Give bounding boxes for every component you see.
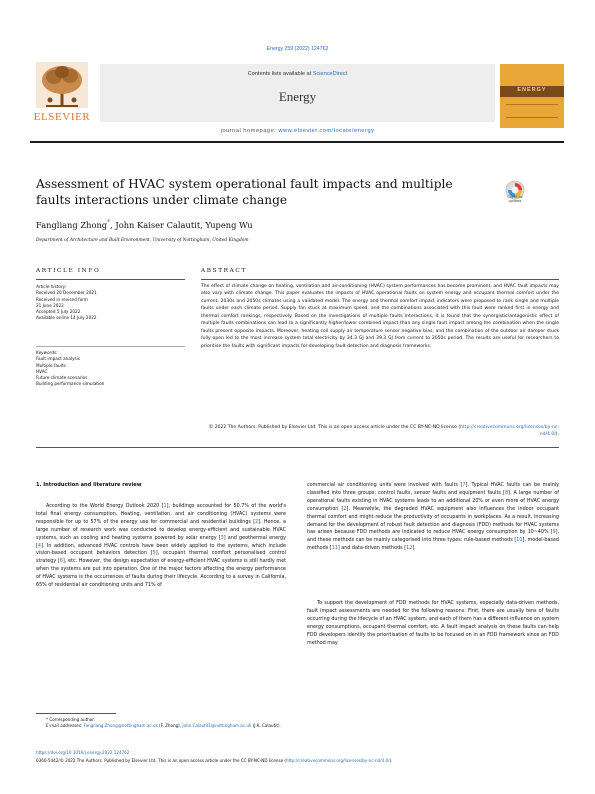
- elsevier-tree-logo: [36, 62, 88, 108]
- email-owner: (J.K. Calautit).: [251, 723, 281, 729]
- reference-link[interactable]: 1: [163, 503, 167, 509]
- journal-masthead: [100, 64, 495, 122]
- email-addresses: [36, 723, 286, 729]
- text-run: ]. Typical HVAC faults can be mainly classified into three groups: control faults, sensor faults and equipment faults [: [307, 482, 559, 496]
- reference-link[interactable]: 8: [504, 489, 509, 496]
- reference-link[interactable]: 12: [406, 545, 413, 552]
- article-history: [36, 284, 186, 322]
- first-author[interactable]: Fangliang Zhong: [36, 219, 108, 230]
- keywords: [36, 350, 186, 388]
- text-run: ]. Hence, a large number of research work was conducted to develop energy-efficient and sustainable HVAC systems, such as cooling and heating systems powered by solar energy [: [36, 518, 286, 541]
- homepage-link[interactable]: www.elsevier.com/locate/energy: [278, 128, 375, 134]
- text-run: ] and data-driven methods [: [337, 545, 407, 552]
- history-item: Received in revised form: [36, 296, 88, 302]
- reference-link[interactable]: 2: [255, 518, 259, 525]
- text-run: commercial air conditioning units were involved with faults [: [307, 482, 463, 488]
- journal-cover[interactable]: [500, 64, 564, 128]
- sciencedirect-link[interactable]: ScienceDirect: [312, 71, 348, 77]
- body-paragraph: To support the development of FDD methods for HVAC systems, especially data-driven methods, fault impact assessments are needed for the following reasons: First, there are usually tens of faults occurring during the lifecycle of an HVAC system, and each of them has a different influence on system energy consumptions, occupant thermal comfort, etc. A fault impact analysis on these faults can help FDD developers identify the prioritisation of faults to be focused on in an FDD framework since an FDD method may: [307, 600, 559, 646]
- keyword-item: Fault impact analysis: [36, 356, 81, 362]
- reference-link[interactable]: 7: [462, 482, 466, 488]
- reference-link[interactable]: 6: [59, 558, 63, 565]
- text-run: ] and geothermal energy [: [36, 534, 287, 549]
- cover-title: ENERGY: [517, 87, 547, 93]
- abstract-license: [201, 424, 559, 439]
- other-authors[interactable]: , John Kaiser Calautit, Yupeng Wu: [110, 219, 253, 230]
- journal-homepage-line: [100, 128, 495, 134]
- crossmark-label-line1: Check for: [507, 195, 523, 199]
- affiliation: Department of Architecture and Built Environment, University of Nottingham, United Kingdom: [36, 238, 249, 243]
- text-run: ]. In addition, advanced HVAC controls have been widely applied to the systems, which include vision-based occupant behaviors detection [: [36, 542, 286, 557]
- keyword-item: Building performance simulation: [36, 381, 105, 387]
- reference-link[interactable]: 3: [220, 534, 224, 541]
- text-run: ], and these methods can be mainly categorised into three types: rule-based methods [: [307, 529, 559, 544]
- section-heading: 1. Introduction and literature review: [36, 482, 142, 488]
- email-link[interactable]: John.Calautit1@nottingham.ac.uk: [182, 723, 252, 729]
- homepage-prefix: journal homepage:: [220, 128, 279, 134]
- crossmark-label: [497, 195, 533, 203]
- article-title: Assessment of HVAC system operational fault impacts and multiple faults interactions under climate change: [36, 177, 453, 207]
- crossmark-label-line2: updates: [508, 199, 522, 204]
- text-run: According to the World Energy Outlook 2020 [: [46, 503, 164, 509]
- body-paragraph: [36, 503, 286, 590]
- keyword-item: Multiple faults: [36, 362, 66, 368]
- body-paragraph: [307, 482, 559, 553]
- abstract-rule: [201, 279, 559, 280]
- cover-decoration: [506, 104, 558, 118]
- reference-link[interactable]: 4: [37, 542, 41, 549]
- corresponding-author-note: * Corresponding author.: [46, 717, 95, 722]
- copyright-line: [36, 758, 561, 763]
- reference-link[interactable]: 11: [331, 545, 338, 552]
- rights-prefix: 0360-5442/© 2022 The Authors. Published by Elsevier Ltd. This is an open access article under the CC BY-NC-ND license (: [36, 758, 287, 763]
- history-item: Accepted 5 July 2022: [36, 309, 81, 315]
- history-item: 21 June 2022: [36, 302, 64, 308]
- reference-link[interactable]: 2: [343, 505, 347, 512]
- rights-license-link[interactable]: http://creativecommons.org/licenses/by-nc-nd/4.0/: [286, 758, 390, 763]
- license-link[interactable]: http://creativecommons.org/licenses/by-nc-nd/4.0/: [460, 425, 559, 438]
- keywords-rule: [36, 346, 185, 347]
- abstract-text: The effect of climate change on heating, ventilation and air-conditioning (HVAC) system performances has become prominent, and HVAC fault impacts may also vary with climate change. This paper evaluates the impacts of HVAC operational faults on system energy and occupant thermal comfort under the current, 2030s and 2050s climates using a validated model. The energy and thermal comfort impact indicators were proposed to rank single and multiple faults under each climate period. Supply fan stuck at maximum speed, and the combinations associated with this fault were ranked first in energy and thermal comfort rankings, respectively. Based on the investigations of multiple faults interactions, it is found that the synergistic/antagonistic effect of multiple faults combinations can lead to a significantly higher/lower combined impact than any single fault impact among the combination when the single faults present opposite impacts. Moreover, heating coil supply air temperature sensor negative bias, and the combination of the outdoor air damper stuck fully open led to the most increase system total electricity by 34.3 GJ and 39.3 GJ from current to 2050s period. The results are useful for researchers to prioritise the faults with significant impacts for developing fault detection and diagnosis frameworks.: [201, 284, 559, 349]
- journal-citation[interactable]: Energy 259 (2022) 124762: [266, 46, 329, 52]
- article-info-rule: [36, 279, 185, 280]
- text-run: ], occupant thermal comfort personalised control strategy [: [36, 550, 286, 565]
- text-run: ].: [412, 545, 416, 552]
- article-info-heading: ARTICLE INFO: [36, 268, 101, 274]
- reference-link[interactable]: 5: [152, 550, 156, 557]
- keyword-item: HVAC: [36, 368, 48, 374]
- contents-line: [100, 71, 495, 77]
- text-run: ], etc. However, the design expectation of energy-efficient HVAC systems is still hardly met when the systems are put into operation. One of the major factors affecting the energy performance of HVAC systems is the occurrences of faults during their lifecycle. According to a survey in California, 65% of residential air conditioning units and 71% of: [36, 558, 287, 589]
- rights-suffix: ).: [389, 758, 393, 763]
- text-run: ]. A large number of operational faults existing in HVAC systems leads to an additional 20% or even more of HVAC energy consumption [: [307, 489, 559, 512]
- footnote-rule: [36, 713, 116, 714]
- email-owner: (F. Zhong),: [157, 723, 183, 729]
- reference-link[interactable]: 10: [516, 537, 523, 544]
- publisher-name: ELSEVIER: [33, 111, 91, 123]
- text-run: ], buildings accounted for 50.7% of the world's total final energy consumption. Heating, ventilation, and air conditioning (HVAC) systems were responsible for up to 57% of the energy use for commercial and residential buildings [: [36, 503, 286, 525]
- header-rule: [30, 141, 564, 143]
- keywords-heading: Keywords:: [36, 350, 58, 355]
- reference-link[interactable]: 9: [552, 529, 556, 536]
- elsevier-logo[interactable]: [30, 60, 94, 126]
- contents-prefix: Contents lists available at: [247, 71, 313, 77]
- corresponding-mark[interactable]: *: [107, 219, 111, 226]
- author-list: [36, 219, 486, 230]
- keyword-item: Future climate scenarios: [36, 375, 88, 381]
- journal-title[interactable]: Energy: [278, 89, 317, 104]
- license-prefix: © 2022 The Authors. Published by Elsevier Ltd. This is an open access article under the CC BY-NC-ND license (: [208, 425, 461, 430]
- email-link[interactable]: Fangliang.Zhong@nottingham.ac.uk: [83, 723, 158, 729]
- history-item: Received 20 December 2021: [36, 290, 97, 296]
- text-run: ], model-based methods [: [307, 537, 560, 552]
- email-label: E-mail addresses:: [46, 723, 84, 729]
- history-heading: Article history:: [36, 284, 67, 289]
- abstract-heading: ABSTRACT: [201, 268, 247, 274]
- text-run: ]. Meanwhile, the degraded HVAC equipment also influences the indoor occupant thermal comfort and might reduce the productivity of occupants in workplaces. As a result, increasing demand for the development of robust fault detection and diagnosis (FDD) methods for HVAC systems has arisen because FDD methods are indicated to reduce HVAC energy consumption by 10~40% [: [307, 505, 560, 536]
- license-suffix: ).: [555, 432, 559, 438]
- abstract-bottom-rule: [36, 447, 559, 448]
- history-item: Available online 14 July 2022: [36, 315, 97, 321]
- footnote: [36, 717, 286, 730]
- doi-link[interactable]: https://doi.org/10.1016/j.energy.2022.124762: [36, 750, 130, 755]
